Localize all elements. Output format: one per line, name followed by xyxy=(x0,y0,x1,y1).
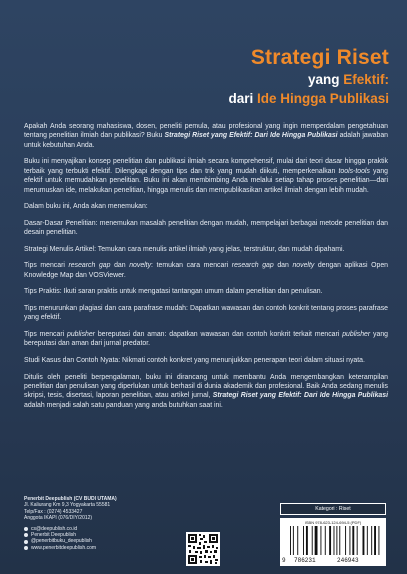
facebook-icon xyxy=(24,533,28,537)
blurb-text xyxy=(24,122,388,417)
paragraph: Tips Praktis: Ikuti saran praktis untuk mengatasi tantangan umum dalam penelitian dan penulisan. xyxy=(24,288,323,296)
barcode-digit-first: 9 xyxy=(282,557,286,564)
barcode-bar xyxy=(315,526,318,555)
publisher-facebook: Penerbit Deepublish xyxy=(31,532,77,539)
barcode-digits-left: 786231 xyxy=(294,557,316,564)
isbn-line: ISBN 978-623-124-694-5 (PDF) xyxy=(304,520,362,525)
title-main: Strategi Riset xyxy=(250,46,389,69)
barcode-bar xyxy=(349,526,350,555)
paragraph: Ditulis oleh peneliti berpengalaman, buku ini dirancang untuk membantu Anda mengembangkan keterampilan penelitian dan penulisan yang diperlukan untuk berhasil di dunia akademik dan profesional. Baik Anda sedang menulis skripsi, tesis, disertasi, laporan penelitian, atau artikel jurnal, Strategi Riset yang Efektif: Dari Ide Hingga Publikasi adalah menjadi salah satu panduan yang anda butuhkan saat ini. xyxy=(24,373,389,409)
paragraph: Buku ini menyajikan konsep penelitian dan publikasi ilmiah secara komprehensif, mulai dari teori dasar hingga praktik terbaik yang terbukti efektif. Dilengkapi dengan tips dan trik yang mudah diikuti, memperkenalkan tools-tools yang efektif untuk memudahkan penelitian. Buku ini akan membimbing Anda melalui setiap tahap proses penelitian—dari merumuskan ide, melakukan penelitian, hingga menulis dan mempublikasikan artikel ilmiah dengan lebih mudah. xyxy=(24,158,388,194)
barcode-bar xyxy=(312,526,313,555)
publisher-info xyxy=(24,496,117,551)
barcode-bar xyxy=(325,526,326,555)
barcode-bar xyxy=(303,526,304,555)
paragraph: Dasar-Dasar Penelitian: menemukan masalah penelitian dengan mudah, mempelajari berbagai metode penelitian dan desain penelitian. xyxy=(24,219,388,237)
cover-title xyxy=(228,46,389,108)
barcode-bar xyxy=(363,526,365,555)
paragraph: Apakah Anda seorang mahasiswa, dosen, peneliti pemula, atau profesional yang ingin memperdalam pengetahuan tentang penelitian ilmiah dan publikasi? Buku Strategi Riset yang Efektif: Dari Ide Hingga Publikasi adalah jawaban untuk kebutuhan Anda. xyxy=(24,123,388,149)
barcode-bar xyxy=(374,526,376,555)
barcode-bar xyxy=(371,526,372,555)
category-label: Kategori : Riset xyxy=(280,503,386,515)
email-icon xyxy=(24,527,28,531)
instagram-icon xyxy=(24,540,28,544)
publisher-email: cs@deepublish.co.id xyxy=(31,525,78,532)
barcode-bar xyxy=(352,526,354,555)
publisher-address: Jl. Kaliurang Km 9,3 Yogyakarta 55581 xyxy=(24,502,111,509)
paragraph: Strategi Menulis Artikel: Temukan cara menulis artikel ilmiah yang jelas, terstruktur, dan mudah dipahami. xyxy=(24,245,345,253)
barcode-bar xyxy=(297,526,298,555)
barcode-bars xyxy=(286,526,380,556)
barcode-bar xyxy=(367,526,368,555)
publisher-phone: Telp/Fax : (0274) 4533427 xyxy=(24,508,83,515)
publisher-member: Anggota IKAPI (076/DIY/2012) xyxy=(24,515,93,522)
paragraph: Tips mencari publisher bereputasi dan aman: dapatkan wawasan dan contoh konkrit terkait mencari publisher yang bereputasi dan aman dari jurnal predator. xyxy=(24,331,388,348)
qr-code xyxy=(186,532,220,566)
publisher-website: www.penerbitdeepublish.com xyxy=(31,544,97,551)
barcode-bar xyxy=(329,526,331,555)
barcode-bar xyxy=(357,526,358,555)
barcode-bar xyxy=(293,526,294,555)
isbn-barcode xyxy=(280,518,386,566)
barcode-bar xyxy=(290,526,291,555)
barcode-bar xyxy=(334,526,335,555)
barcode-bar xyxy=(345,526,346,555)
cover-footer xyxy=(0,494,407,574)
publisher-contacts xyxy=(24,526,117,552)
publisher-name: Penerbit Deepublish (CV BUDI UTAMA) xyxy=(24,496,117,502)
barcode-digits-right: 246943 xyxy=(337,557,359,564)
title-line-3: dari Ide Hingga Publikasi xyxy=(228,91,389,106)
web-icon xyxy=(24,546,28,550)
barcode-bar xyxy=(336,526,337,555)
barcode-bar xyxy=(339,526,340,555)
paragraph: Tips mencari research gap dan novelty: temukan cara mencari research gap dan novelty dengan aplikasi Open Knowledge Map dan VOSViewer. xyxy=(24,262,389,279)
paragraph: Studi Kasus dan Contoh Nyata: Nikmati contoh konkret yang menunjukkan penerapan teori dalam situasi nyata. xyxy=(24,357,365,364)
barcode-bar xyxy=(320,526,321,555)
paragraph: Tips menurunkan plagiasi dan cara parafrase mudah: Dapatkan wawasan dan contoh konkrit tentang proses parafrase yang efektif. xyxy=(24,305,388,322)
barcode-bar xyxy=(378,526,379,555)
barcode-bar xyxy=(306,526,308,555)
publisher-instagram: @penerbitbuku_deepublish xyxy=(31,538,92,545)
paragraph: Dalam buku ini, Anda akan menemukan: xyxy=(24,203,148,211)
title-line-2: yang Efektif: xyxy=(307,72,389,87)
